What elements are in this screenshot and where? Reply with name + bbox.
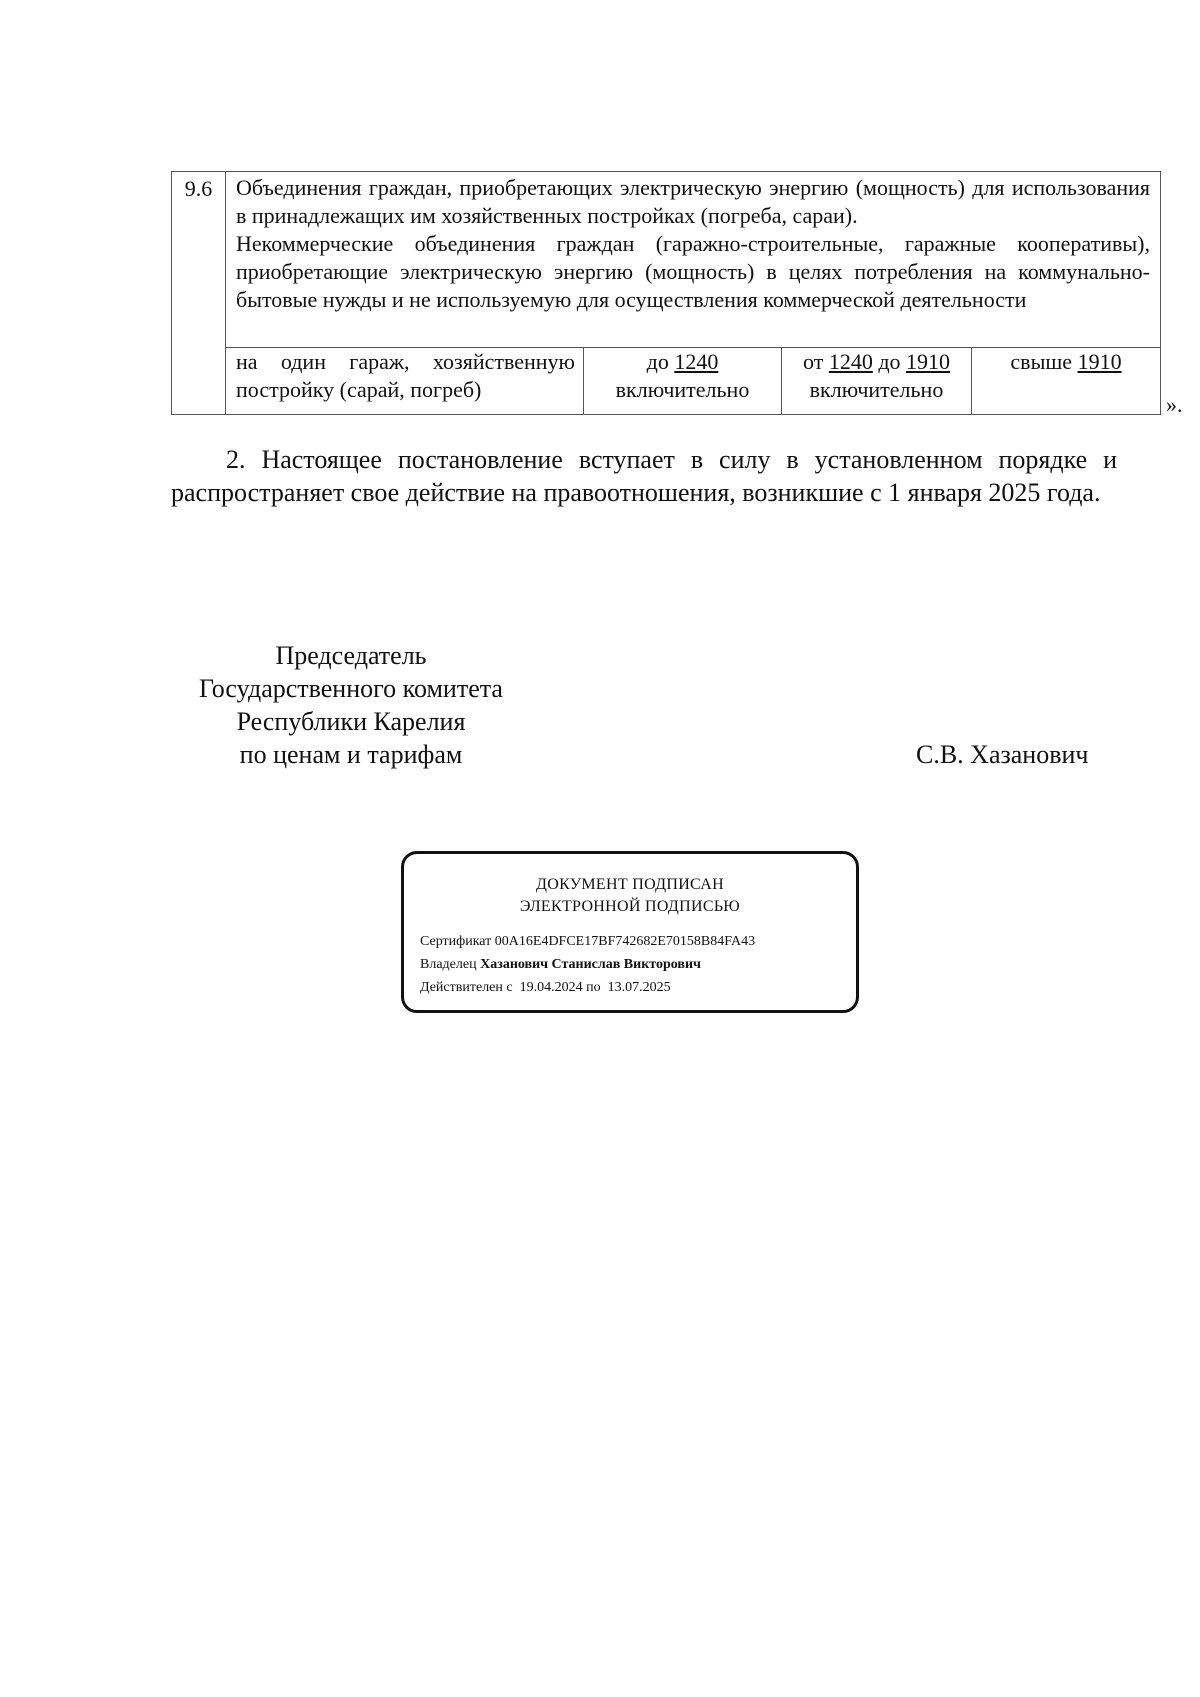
row-description [226, 172, 1160, 348]
range-1-value: 1240 [674, 349, 719, 374]
owner-value: Хазанович Станислав Викторович [480, 957, 701, 972]
valid-to-label: по [586, 980, 601, 995]
range-1-cell [584, 348, 782, 414]
range-2-from: 1240 [828, 349, 873, 374]
title-line-1: Председатель [275, 641, 427, 670]
range-3-value: 1910 [1077, 349, 1122, 374]
range-1-suffix: включительно [615, 377, 750, 402]
signatory-name: С.В. Хазанович [916, 740, 1089, 769]
stamp-validity [420, 976, 755, 999]
signatory-title [171, 639, 531, 771]
stamp-owner [420, 953, 755, 976]
description-paragraph-1: Объединения граждан, приобретающих электрическую энергию (мощность) для использования в принадлежащих им хозяйственных постройках (погреба, сараи). [236, 175, 1150, 228]
valid-to: 13.07.2025 [607, 980, 671, 995]
closing-quote: ». [1166, 392, 1183, 417]
stamp-info [420, 930, 755, 999]
certificate-label: Сертификат [420, 934, 492, 949]
description-paragraph-2: Некоммерческие объединения граждан (гаражно-строительные, гаражные кооперативы), приобретающие электрическую энергию (мощность) в целях потребления на коммунально-бытовые нужды и не используемую для осуществления коммерческой деятельности [236, 231, 1150, 312]
tariff-table [171, 171, 1161, 415]
title-line-4: по ценам и тарифам [239, 740, 463, 769]
paragraph-2-text: 2. Настоящее постановление вступает в силу в установленном порядке и распространяет свое действие на правоотношения, возникшие с 1 января 2025 года. [171, 445, 1117, 507]
stamp-header-line-1: ДОКУМЕНТ ПОДПИСАН [536, 876, 724, 893]
row-number: 9.6 [172, 172, 226, 414]
stamp-certificate [420, 930, 755, 953]
valid-from: 19.04.2024 [519, 980, 583, 995]
range-3-prefix: свыше [1010, 349, 1078, 374]
row-values [226, 348, 1160, 414]
range-2-cell [782, 348, 972, 414]
certificate-value: 00A16E4DFCE17BF742682E70158B84FA43 [494, 934, 756, 949]
unit-label-cell: на один гараж, хозяйственную постройку (сарай, погреб) [226, 348, 584, 414]
range-2-to: 1910 [906, 349, 951, 374]
range-2-suffix: включительно [809, 377, 944, 402]
stamp-header-line-2: ЭЛЕКТРОННОЙ ПОДПИСЬЮ [519, 898, 741, 915]
stamp-header [404, 854, 856, 918]
body-paragraph [171, 443, 1117, 509]
valid-label: Действителен с [420, 980, 513, 995]
range-3-cell [972, 348, 1160, 414]
range-2-prefix: от [802, 349, 829, 374]
range-1-prefix: до [646, 349, 675, 374]
title-line-3: Республики Карелия [236, 707, 466, 736]
owner-label: Владелец [420, 957, 477, 972]
title-line-2: Государственного комитета [199, 674, 503, 703]
range-2-mid: до [872, 349, 907, 374]
e-signature-stamp [401, 851, 859, 1013]
